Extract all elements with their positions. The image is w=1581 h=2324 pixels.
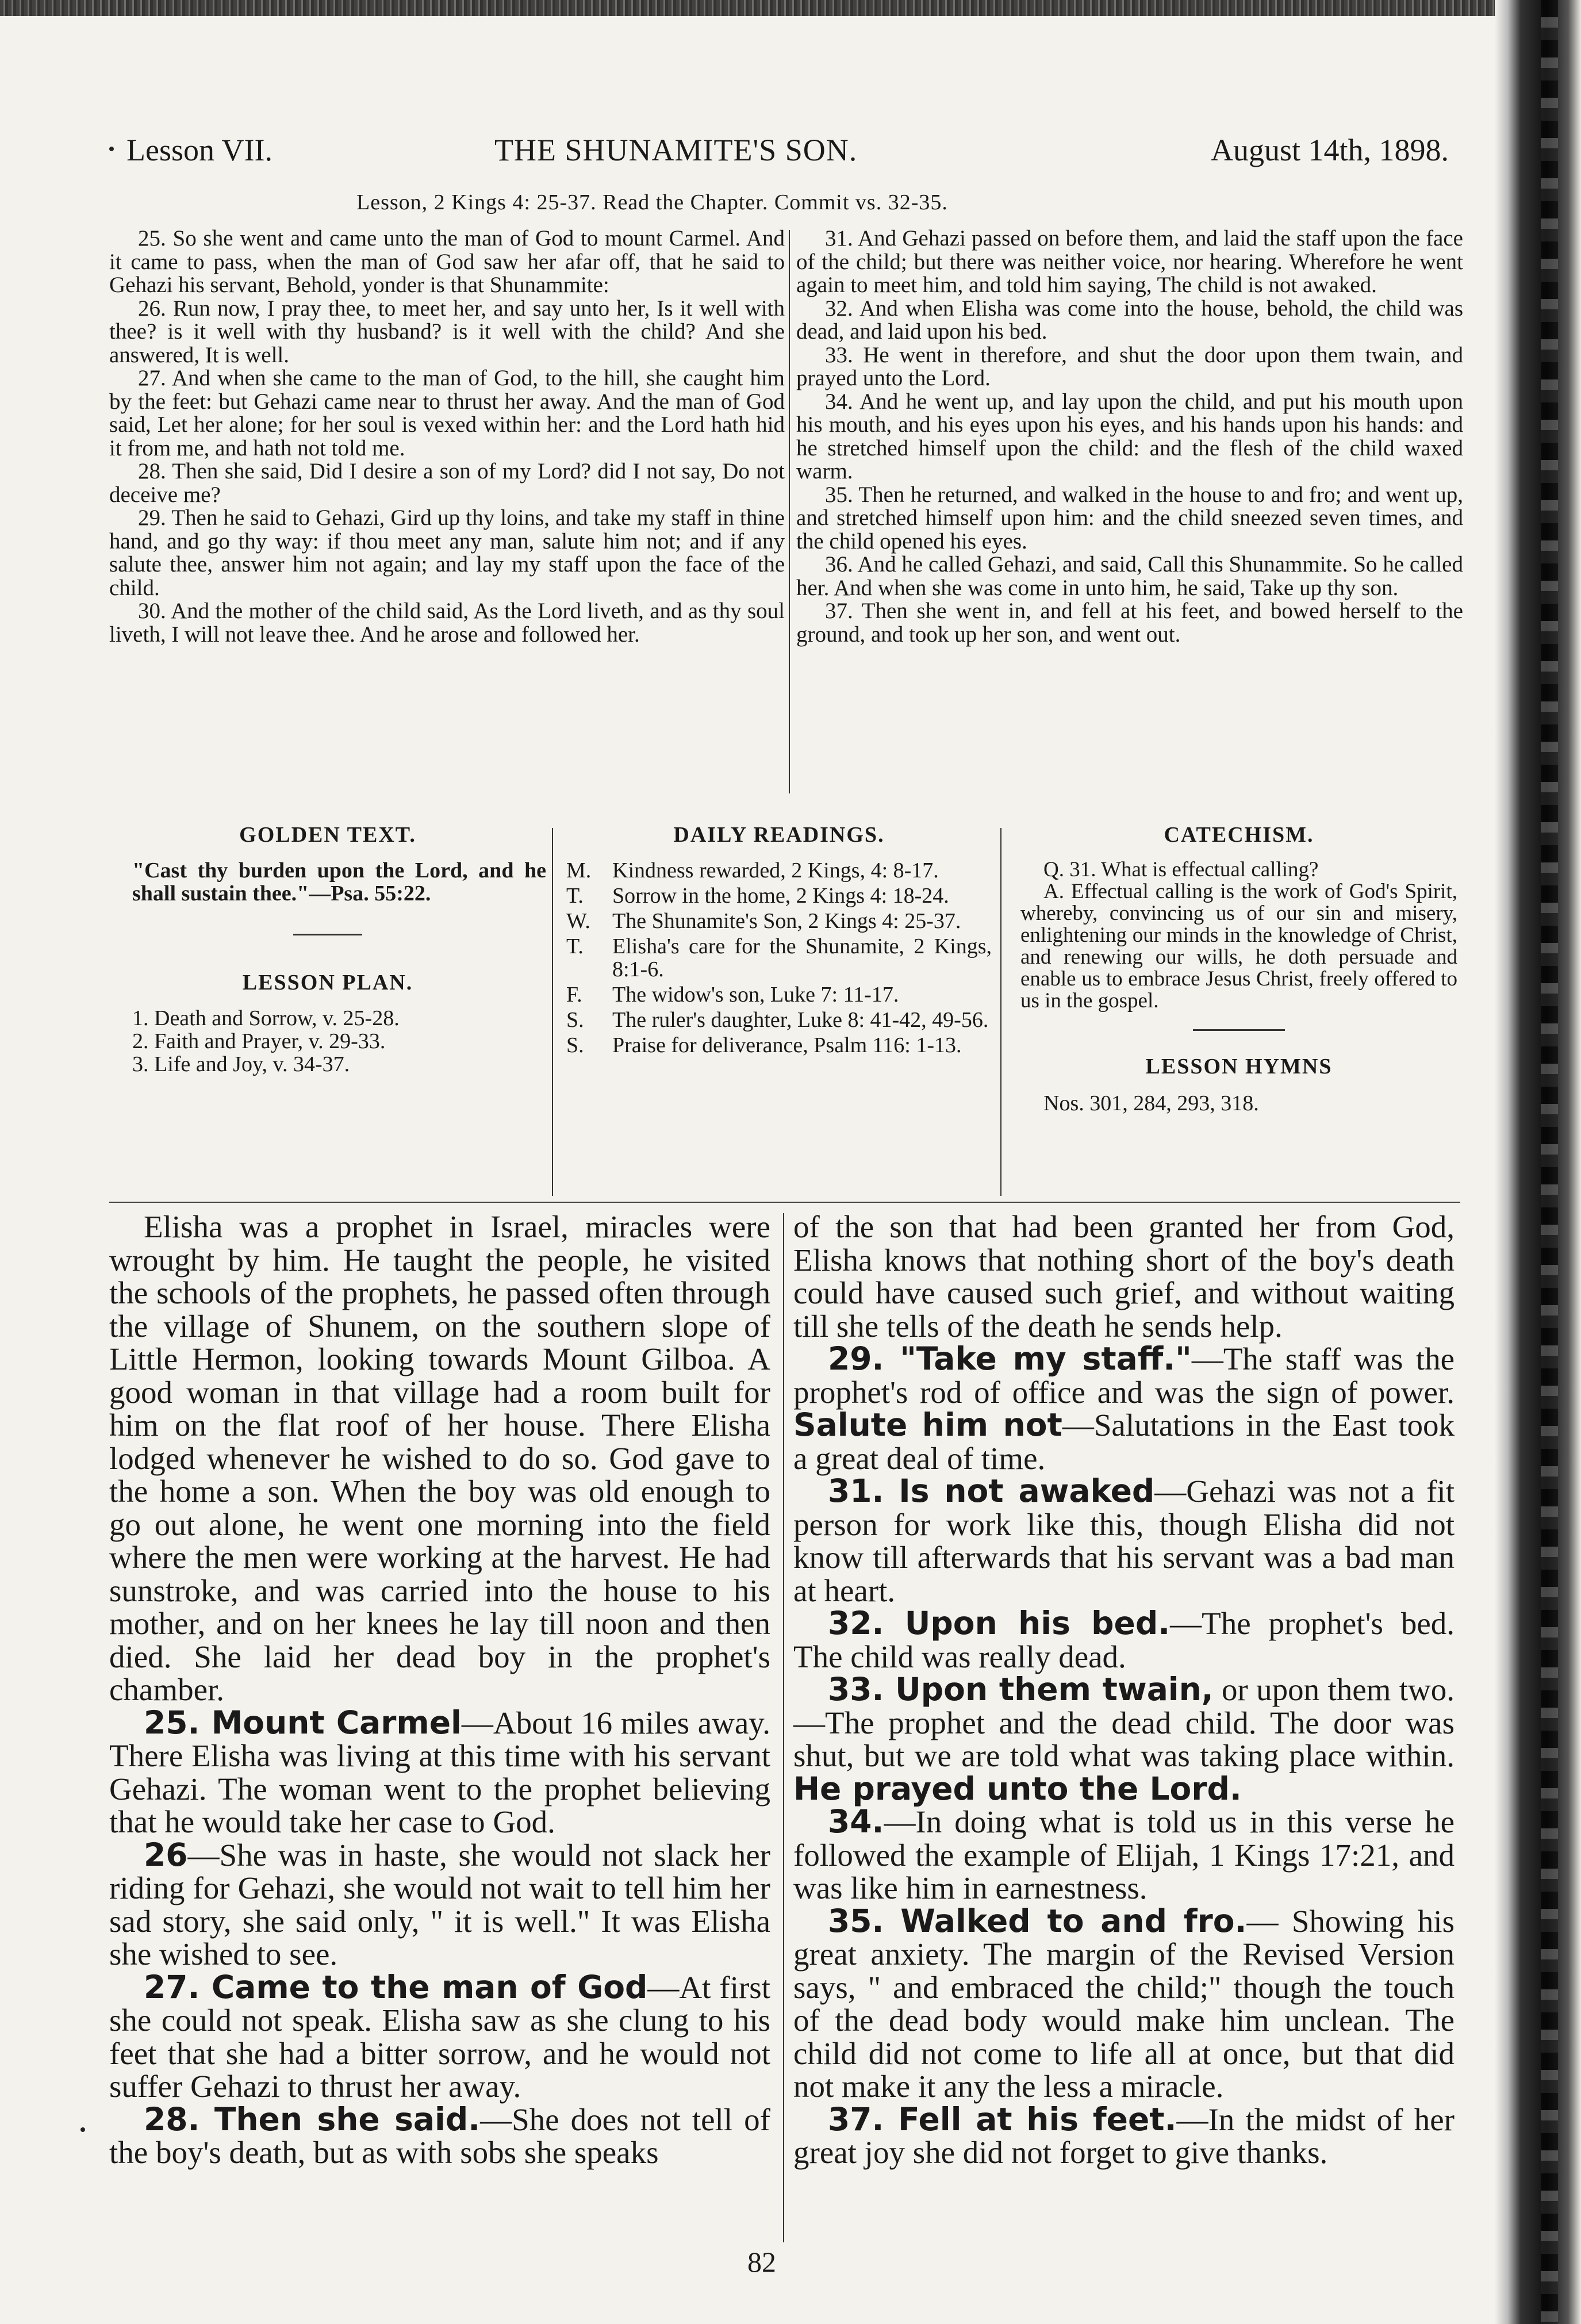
note-keyword: 29. "Take my staff." xyxy=(828,1340,1192,1377)
note-keyword: 27. Came to the man of God xyxy=(144,1968,648,2005)
reading-text: Elisha's care for the Shunamite, 2 Kings, 8:1-6. xyxy=(612,934,992,981)
note-keyword: 31. Is not awaked xyxy=(828,1472,1155,1509)
verse: 33. He went in therefore, and shut the door upon them twain, and prayed unto the Lord. xyxy=(796,342,1463,390)
scripture-verses-right xyxy=(796,227,1463,646)
reading-text: Kindness rewarded, 2 Kings, 4: 8-17. xyxy=(612,858,939,883)
commentary-note xyxy=(793,1607,1455,1673)
commentary-left xyxy=(109,1210,770,2169)
reading-text: Sorrow in the home, 2 Kings 4: 18-24. xyxy=(612,884,949,908)
scan-binding-shadow xyxy=(1541,0,1558,2324)
margin-mark xyxy=(80,2127,85,2132)
lesson-reference: Lesson, 2 Kings 4: 25-37. Read the Chapter. Commit vs. 32-35. xyxy=(356,190,948,214)
note-text: — Showing his great anxiety. The margin of the Revised Version says, " and embraced the child;" though the touch of the dead body would make him unclean. The child did not come to life all at once, but that did not make it any the less a miracle. xyxy=(793,1903,1455,2104)
margin-mark xyxy=(109,147,114,151)
column-divider xyxy=(789,230,790,793)
note-keyword: 37. Fell at his feet. xyxy=(828,2100,1177,2138)
note-text: —Gehazi was not a fit person for work like this, though Elisha did not know till afterwards that his servant was a bad man at heart. xyxy=(793,1474,1455,1608)
reading-item xyxy=(566,1034,992,1057)
note-keyword: 32. Upon his bed. xyxy=(828,1605,1171,1642)
commentary-note xyxy=(109,1706,770,1839)
verse: 36. And he called Gehazi, and said, Call this Shunammite. So he called her. And when she was come in unto him, he said, Take up thy son. xyxy=(796,552,1463,600)
catechism-box xyxy=(1020,822,1457,1116)
reading-day: S. xyxy=(566,1033,584,1057)
lesson-hymns-numbers: Nos. 301, 284, 293, 318. xyxy=(1043,1091,1259,1115)
reading-item xyxy=(566,935,992,981)
note-text: —She does not tell of the boy's death, but as with sobs she speaks xyxy=(109,2101,770,2170)
reading-text: The ruler's daughter, Luke 8: 41-42, 49-56. xyxy=(612,1008,989,1032)
section-rule xyxy=(109,1202,1460,1203)
note-keyword: 25. Mount Carmel xyxy=(144,1704,462,1741)
note-text: —At first she could not speak. Elisha saw as she clung to his feet that she had a bitter sorrow, and he would not suffer Gehazi to thrust her away. xyxy=(109,1969,770,2104)
verse: 29. Then he said to Gehazi, Gird up thy loins, and take my staff in thine hand, and go thy way: if thou meet any man, salute him not; and if any salute thee, answer him not again; and lay my staff upon the face of the child. xyxy=(109,505,785,600)
column-divider xyxy=(552,828,553,1196)
verse: 34. And he went up, and lay upon the child, and put his mouth upon his mouth, and his eyes upon his eyes, and his hands upon his hands: and he stretched himself upon the child: and the flesh of the child waxed warm. xyxy=(796,389,1463,484)
commentary-note xyxy=(793,1472,1455,1608)
lesson-plan-heading: LESSON PLAN. xyxy=(242,971,413,995)
commentary-right xyxy=(793,1210,1455,2169)
reading-day: W. xyxy=(566,909,590,933)
reading-item xyxy=(566,859,992,882)
scripture-verses-left xyxy=(109,227,785,646)
reading-day: F. xyxy=(566,983,582,1007)
commentary-note xyxy=(793,2100,1455,2170)
note-keyword: Salute him not xyxy=(793,1406,1062,1443)
reading-day: S. xyxy=(566,1008,584,1032)
reading-text: The Shunamite's Son, 2 Kings 4: 25-37. xyxy=(612,909,961,933)
note-text: —She was in haste, she would not slack her riding for Gehazi, she would not wait to tell him her sad story, she said only, " it is well." It was Elisha she wished to see. xyxy=(109,1837,770,1972)
reading-text: The widow's son, Luke 7: 11-17. xyxy=(612,983,899,1007)
commentary-note xyxy=(109,2100,770,2170)
catechism-question: Q. 31. What is effectual calling? xyxy=(1043,858,1319,881)
reading-day: T. xyxy=(566,934,584,958)
note-text: —Salutations in the East took a great deal of time. xyxy=(793,1408,1455,1476)
lesson-number: Lesson VII. xyxy=(126,133,273,167)
reading-day: T. xyxy=(566,884,584,908)
note-text: or upon them two.—The prophet and the dead child. The door was shut, but we are told what was taking place within. xyxy=(793,1672,1455,1773)
note-text: —The staff was the prophet's rod of office and was the sign of power. xyxy=(793,1341,1455,1410)
commentary-intro: Elisha was a prophet in Israel, miracles were wrought by him. He taught the people, he visited the schools of the prophets, he passed often through the village of Shunem, on the southern slope of Little Hermon, looking towards Mount Gilboa. A good woman in that village had a room built for him on the flat roof of her house. There Elisha lodged whenever he wished to do so. God gave to the home a son. When the boy was old enough to go out alone, he went one morning into the field where the men were working at the harvest. He had sunstroke, and was carried into the house to his mother, and on her knees he lay till noon and then died. She laid her dead boy in the prophet's chamber. xyxy=(109,1209,770,1707)
note-keyword: 28. Then she said. xyxy=(144,2100,481,2138)
reading-item xyxy=(566,884,992,907)
note-text: —The prophet's bed. The child was really dead. xyxy=(793,1606,1455,1674)
divider xyxy=(293,934,362,935)
column-divider xyxy=(783,1213,784,2242)
verse: 37. Then she went in, and fell at his feet, and bowed herself to the ground, and took up her son, and went out. xyxy=(796,599,1463,647)
golden-text: "Cast thy burden upon the Lord, and he shall sustain thee."—Psa. 55:22. xyxy=(132,858,546,906)
verse: 27. And when she came to the man of God, to the hill, she caught him by the feet: but Gehazi came near to thrust her away. And the man of God said, Let her alone; for her soul is vexed within her: and the Lord hath hid it from me, and hath not told me. xyxy=(109,366,785,461)
scan-top-edge xyxy=(0,0,1495,16)
reading-item xyxy=(566,910,992,933)
lesson-plan-item: 1. Death and Sorrow, v. 25-28. xyxy=(132,1006,400,1030)
verse: 32. And when Elisha was come into the house, behold, the child was dead, and laid upon his bed. xyxy=(796,296,1463,344)
lesson-hymns-heading: LESSON HYMNS xyxy=(1145,1054,1333,1079)
reading-item xyxy=(566,983,992,1006)
catechism-answer: A. Effectual calling is the work of God's Spirit, whereby, convincing us of our sin and misery, enlightening our minds in the knowledge of Christ, and renewing our wills, he doth persuade and enable us to embrace Jesus Christ, freely offered to us in the gospel. xyxy=(1020,880,1457,1013)
note-text: —In doing what is told us in this verse he followed the example of Elijah, 1 Kings 17:21, and was like him in earnestness. xyxy=(793,1804,1455,1905)
commentary-note xyxy=(793,1673,1455,1805)
commentary-note xyxy=(109,1968,770,2104)
lesson-date: August 14th, 1898. xyxy=(1210,133,1449,167)
note-keyword: 26 xyxy=(144,1836,188,1873)
divider xyxy=(1193,1029,1285,1031)
verse: 31. And Gehazi passed on before them, and laid the staff upon the face of the child; but there was neither voice, nor hearing. Wherefore he went again to meet him, and told him saying, The child is not awaked. xyxy=(796,226,1463,297)
daily-readings-heading: DAILY READINGS. xyxy=(673,823,885,847)
note-text: —In the midst of her great joy she did not forget to give thanks. xyxy=(793,2101,1455,2170)
golden-text-box xyxy=(109,822,546,1076)
note-keyword: 34. xyxy=(828,1803,884,1840)
daily-readings-box xyxy=(566,822,992,1059)
scan-binding-edge xyxy=(1495,0,1581,2324)
reading-text: Praise for deliverance, Psalm 116: 1-13. xyxy=(612,1033,962,1057)
lesson-plan xyxy=(109,1007,546,1076)
daily-readings-list xyxy=(566,859,992,1057)
page-header xyxy=(126,132,1449,178)
verse: 26. Run now, I pray thee, to meet her, and say unto her, Is it well with thee? is it well with thy husband? is it well with the child? And she answered, It is well. xyxy=(109,296,785,367)
verse: 28. Then she said, Did I desire a son of my Lord? did I not say, Do not deceive me? xyxy=(109,459,785,507)
note-keyword: 35. Walked to and fro. xyxy=(828,1902,1247,1939)
note-keyword: 33. Upon them twain, xyxy=(828,1671,1214,1708)
verse: 35. Then he returned, and walked in the house to and fro; and went up, and stretched himself upon him: and the child sneezed seven times, and the child opened his eyes. xyxy=(796,482,1463,554)
lesson-title: THE SHUNAMITE'S SON. xyxy=(494,133,858,167)
verse: 25. So she went and came unto the man of God to mount Carmel. And it came to pass, when the man of God saw her afar off, that he said to Gehazi his servant, Behold, yonder is that Shunammite: xyxy=(109,226,785,297)
golden-text-heading: GOLDEN TEXT. xyxy=(239,823,416,847)
reading-day: M. xyxy=(566,858,592,883)
verse: 30. And the mother of the child said, As the Lord liveth, and as thy soul liveth, I will not leave thee. And he arose and followed her. xyxy=(109,599,785,647)
column-divider xyxy=(1000,828,1001,1196)
commentary-continued: of the son that had been granted her from God, Elisha knows that nothing short of the boy's death could have caused such grief, and without waiting till she tells of the death he sends help. xyxy=(793,1209,1455,1344)
commentary-note xyxy=(793,1340,1455,1476)
note-text: —About 16 miles away. There Elisha was living at this time with his servant Gehazi. The woman went to the prophet believing that he would take her case to God. xyxy=(109,1705,770,1839)
lesson-plan-item: 2. Faith and Prayer, v. 29-33. xyxy=(132,1029,386,1053)
commentary-note xyxy=(793,1902,1455,2104)
commentary-note xyxy=(109,1836,770,1972)
commentary-note xyxy=(793,1805,1455,1905)
page-number: 82 xyxy=(747,2246,776,2278)
note-keyword: He prayed unto the Lord. xyxy=(793,1770,1242,1807)
lesson-plan-item: 3. Life and Joy, v. 34-37. xyxy=(132,1052,350,1076)
reading-item xyxy=(566,1008,992,1031)
catechism-heading: CATECHISM. xyxy=(1164,823,1314,847)
